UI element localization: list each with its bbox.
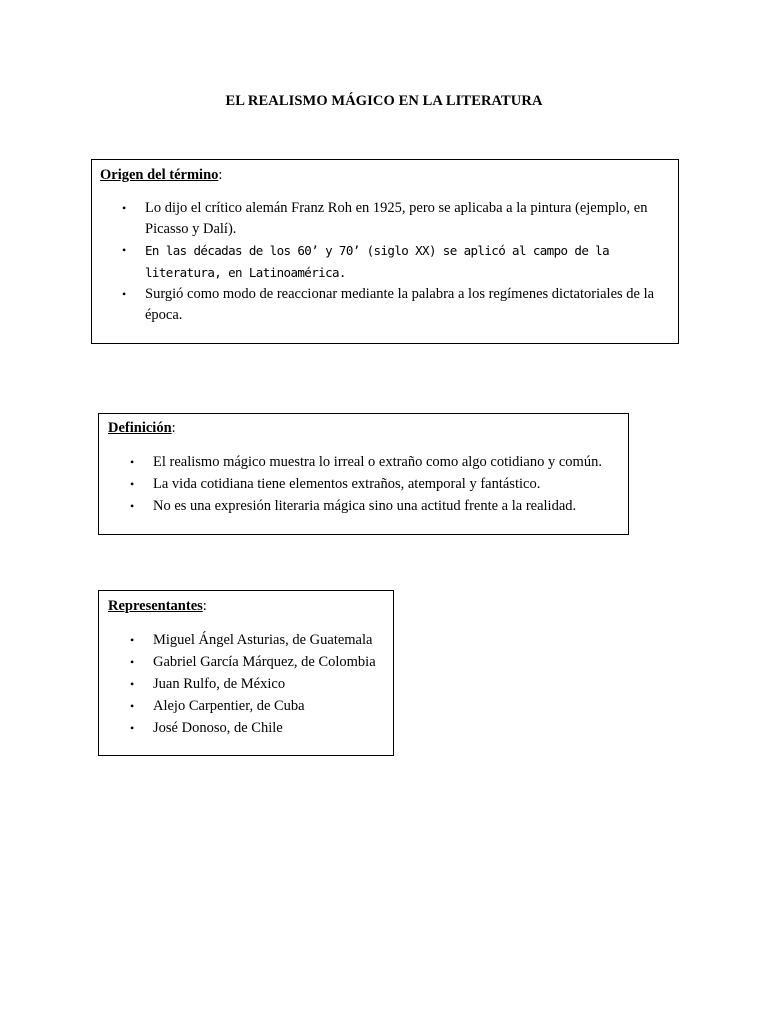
list-item-text: Gabriel García Márquez, de Colombia — [153, 654, 376, 670]
bullet-icon: • — [130, 699, 135, 713]
list-item — [100, 284, 670, 326]
list-item — [108, 651, 384, 673]
heading-colon: : — [218, 167, 223, 183]
list-item — [108, 495, 619, 517]
bullet-icon: • — [130, 633, 135, 647]
section-heading — [108, 596, 384, 617]
document-title: EL REALISMO MÁGICO EN LA LITERATURA — [225, 93, 543, 109]
bullet-icon: • — [130, 721, 135, 735]
section-heading-text: Representantes — [108, 598, 203, 614]
section-heading-text: Origen del término — [100, 167, 219, 183]
list-item — [108, 451, 619, 473]
list-item-text: En las décadas de los 60’ y 70’ (siglo XX) se aplicó al campo de la literatura, en Latinoamérica. — [145, 243, 610, 280]
list-item-text: Juan Rulfo, de México — [153, 676, 286, 692]
list-item — [108, 717, 384, 739]
bullet-icon: • — [122, 201, 127, 215]
bullet-icon: • — [130, 477, 135, 491]
bullet-icon: • — [130, 499, 135, 513]
list-item — [108, 673, 384, 695]
list-item-text: El realismo mágico muestra lo irreal o extraño como algo cotidiano y común. — [153, 454, 602, 470]
list-item — [108, 695, 384, 717]
list-item-text: Lo dijo el crítico alemán Franz Roh en 1925, pero se aplicaba a la pintura (ejemplo, en Picasso y Dalí). — [145, 200, 648, 237]
section-heading — [100, 165, 670, 186]
list-item-text: José Donoso, de Chile — [153, 720, 283, 736]
bullet-icon: • — [130, 677, 135, 691]
bullet-icon: • — [130, 455, 135, 469]
list-item-text: Surgió como modo de reaccionar mediante la palabra a los regímenes dictatoriales de la época. — [145, 286, 655, 323]
heading-colon: : — [202, 598, 207, 614]
section-heading — [108, 418, 619, 439]
heading-colon: : — [171, 420, 176, 436]
list-item — [108, 473, 619, 495]
bullet-icon: • — [122, 287, 127, 301]
bullet-icon: • — [122, 243, 127, 257]
bullet-list — [100, 198, 670, 326]
list-item — [100, 198, 670, 240]
list-item-text: La vida cotidiana tiene elementos extraños, atemporal y fantástico. — [153, 476, 541, 492]
bullet-list — [108, 629, 384, 739]
list-item-text: Miguel Ángel Asturias, de Guatemala — [153, 632, 373, 648]
section-heading-text: Definición — [108, 420, 172, 436]
bullet-icon: • — [130, 655, 135, 669]
section-definicion — [98, 413, 629, 535]
list-item — [108, 629, 384, 651]
section-origen — [91, 159, 679, 344]
section-representantes — [98, 590, 394, 756]
list-item — [100, 240, 670, 284]
bullet-list — [108, 451, 619, 517]
list-item-text: No es una expresión literaria mágica sino una actitud frente a la realidad. — [153, 498, 577, 514]
list-item-text: Alejo Carpentier, de Cuba — [153, 698, 305, 714]
